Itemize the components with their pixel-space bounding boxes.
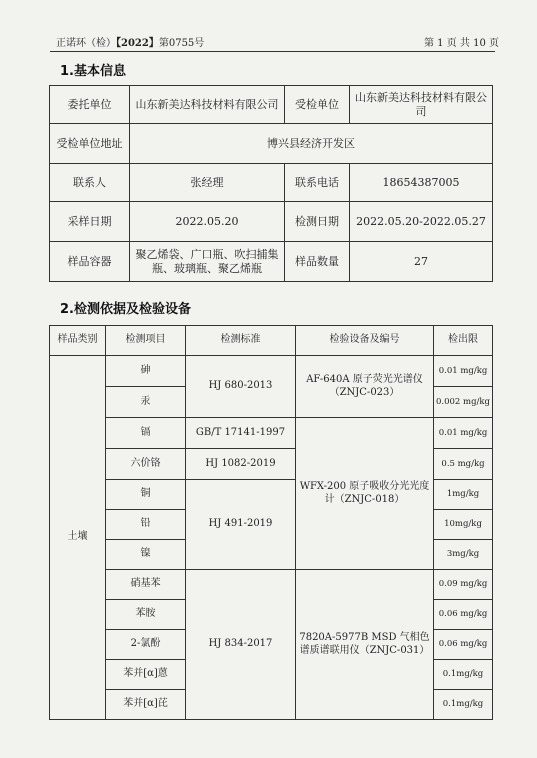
item-benzo-anthracene: 苯并[α]蒽 (106, 660, 186, 690)
doc-year: 【2022】 (116, 38, 159, 49)
limit-benzo-pyrene: 0.1mg/kg (434, 690, 493, 720)
standard-gbt17141: GB/T 17141-1997 (186, 418, 296, 449)
qty-label: 样品数量 (285, 242, 350, 282)
contact-value: 张经理 (130, 164, 285, 202)
address-value: 博兴县经济开发区 (130, 124, 493, 164)
limit-nickel: 3mg/kg (434, 540, 493, 570)
limit-aniline: 0.06 mg/kg (434, 600, 493, 630)
item-cadmium: 镉 (106, 418, 186, 449)
limit-benzo-anthracene: 0.1mg/kg (434, 660, 493, 690)
qty-value: 27 (350, 242, 493, 282)
standard-hj680: HJ 680-2013 (186, 356, 296, 418)
item-copper: 铜 (106, 480, 186, 510)
test-date-value: 2022.05.20-2022.05.27 (350, 202, 493, 242)
sample-date-label: 采样日期 (50, 202, 130, 242)
contact-label: 联系人 (50, 164, 130, 202)
header-standard: 检测标准 (186, 326, 296, 356)
container-label: 样品容器 (50, 242, 130, 282)
doc-suffix: 第0755号 (158, 38, 205, 49)
sample-category: 土壤 (50, 356, 106, 720)
document-number (56, 34, 204, 49)
phone-label: 联系电话 (285, 164, 350, 202)
inspected-label: 受检单位 (285, 86, 350, 124)
phone-value: 18654387005 (350, 164, 493, 202)
header-category: 样品类别 (50, 326, 106, 356)
basic-info-table (49, 85, 493, 282)
test-date-label: 检测日期 (285, 202, 350, 242)
header-equipment: 检验设备及编号 (296, 326, 434, 356)
equipment-af640a: AF-640A 原子荧光光谱仪（ZNJC-023） (296, 356, 434, 418)
section-title-basis: 2.检测依据及检验设备 (60, 302, 191, 317)
section-title-basic-info: 1.基本信息 (60, 64, 126, 79)
item-arsenic: 砷 (106, 356, 186, 387)
limit-2-chlorophenol: 0.06 mg/kg (434, 630, 493, 660)
item-aniline: 苯胺 (106, 600, 186, 630)
header-item: 检测项目 (106, 326, 186, 356)
limit-nitrobenzene: 0.09 mg/kg (434, 570, 493, 600)
inspected-value: 山东新美达科技材料有限公司 (350, 86, 493, 124)
item-2-chlorophenol: 2-氯酚 (106, 630, 186, 660)
standard-hj491: HJ 491-2019 (186, 480, 296, 570)
limit-mercury: 0.002 mg/kg (434, 387, 493, 418)
limit-lead: 10mg/kg (434, 510, 493, 540)
basis-equipment-table (49, 325, 493, 720)
standard-hj1082: HJ 1082-2019 (186, 449, 296, 480)
page-indicator: 第 1 页 共 10 页 (424, 38, 499, 49)
item-nickel: 镍 (106, 540, 186, 570)
container-value: 聚乙烯袋、广口瓶、吹扫捕集瓶、玻璃瓶、聚乙烯瓶 (130, 242, 285, 282)
equipment-wfx200: WFX-200 原子吸收分光光度计（ZNJC-018） (296, 418, 434, 570)
limit-arsenic: 0.01 mg/kg (434, 356, 493, 387)
item-lead: 铅 (106, 510, 186, 540)
standard-hj834: HJ 834-2017 (186, 570, 296, 720)
item-mercury: 汞 (106, 387, 186, 418)
header-divider (50, 51, 495, 52)
doc-prefix: 正诺环（检） (56, 38, 116, 49)
limit-chromium-vi: 0.5 mg/kg (434, 449, 493, 480)
client-value: 山东新美达科技材料有限公司 (130, 86, 285, 124)
item-chromium-vi: 六价铬 (106, 449, 186, 480)
sample-date-value: 2022.05.20 (130, 202, 285, 242)
address-label: 受检单位地址 (50, 124, 130, 164)
client-label: 委托单位 (50, 86, 130, 124)
item-nitrobenzene: 硝基苯 (106, 570, 186, 600)
header-limit: 检出限 (434, 326, 493, 356)
equipment-7820a: 7820A-5977B MSD 气相色谱质谱联用仪（ZNJC-031） (296, 570, 434, 720)
item-benzo-pyrene: 苯并[α]芘 (106, 690, 186, 720)
limit-cadmium: 0.01 mg/kg (434, 418, 493, 449)
limit-copper: 1mg/kg (434, 480, 493, 510)
